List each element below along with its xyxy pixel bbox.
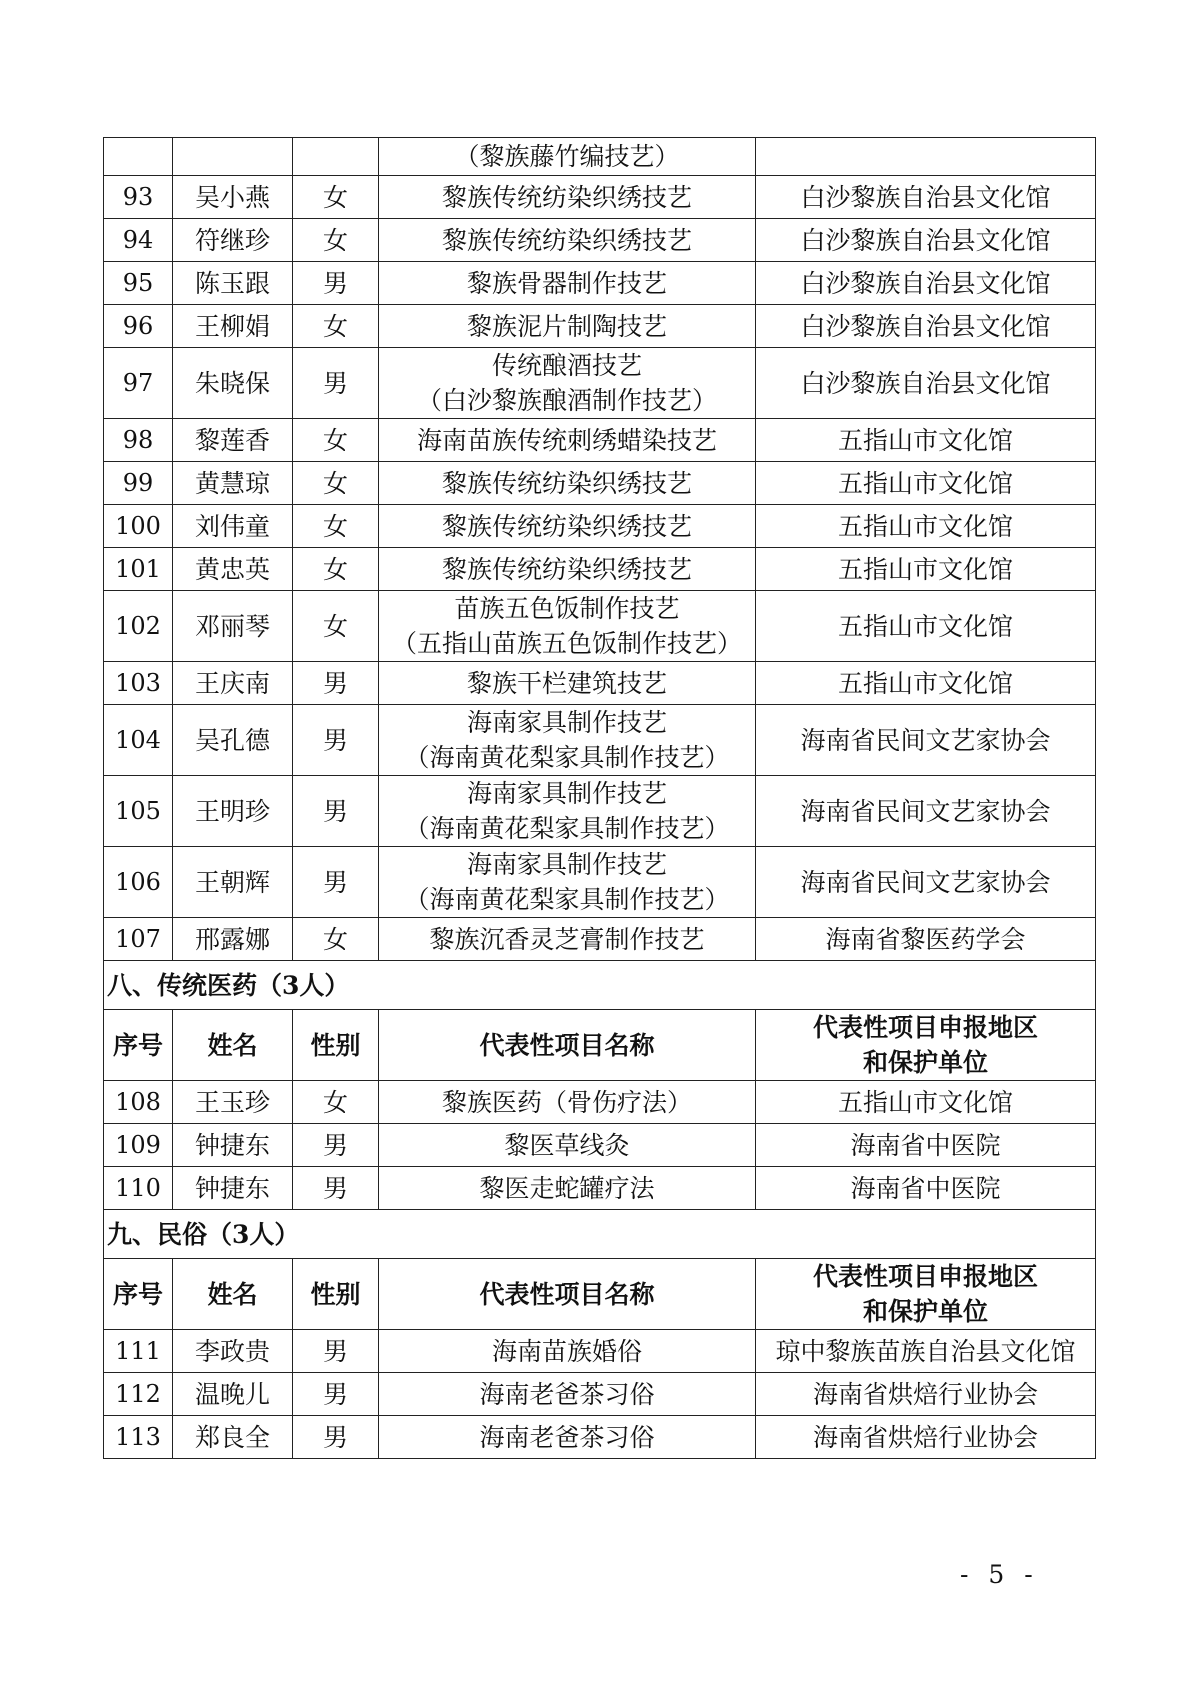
project-name-line: 黎族骨器制作技艺	[466, 268, 667, 298]
serial-number: 110	[104, 1167, 173, 1210]
protection-unit: 海南省民间文艺家协会	[756, 847, 1096, 918]
project-name	[379, 462, 756, 505]
table-row	[104, 662, 1096, 705]
project-name-line: 黎族传统纺染织绣技艺	[441, 468, 692, 498]
page-number: - 5 -	[960, 1560, 1039, 1589]
protection-unit: 五指山市文化馆	[756, 419, 1096, 462]
section-heading-traditional-medicine	[104, 961, 1096, 1010]
table-row	[104, 419, 1096, 462]
inheritor-name: 郑良全	[173, 1416, 293, 1459]
inheritor-name: 邢露娜	[173, 918, 293, 961]
header-unit	[756, 1010, 1096, 1081]
project-name	[379, 348, 756, 419]
project-name-line: 海南家具制作技艺	[466, 779, 667, 808]
inheritor-name: 王柳娟	[173, 305, 293, 348]
project-name	[379, 219, 756, 262]
header-serial: 序号	[104, 1259, 173, 1330]
protection-unit: 海南省中医院	[756, 1124, 1096, 1167]
inheritor-name: 符继珍	[173, 219, 293, 262]
gender: 男	[293, 1124, 379, 1167]
project-name	[379, 776, 756, 847]
protection-unit: 五指山市文化馆	[756, 662, 1096, 705]
protection-unit: 白沙黎族自治县文化馆	[756, 176, 1096, 219]
table-row	[104, 918, 1096, 961]
project-name: 海南老爸茶习俗	[379, 1416, 756, 1459]
project-name: （黎族藤竹编技艺）	[379, 138, 756, 176]
serial-number: 102	[104, 591, 173, 662]
project-name-line: 黎族干栏建筑技艺	[466, 668, 667, 698]
table-row	[104, 1416, 1096, 1459]
serial-number: 101	[104, 548, 173, 591]
project-name	[379, 505, 756, 548]
project-name-line: 黎族传统纺染织绣技艺	[441, 554, 692, 584]
table-row	[104, 705, 1096, 776]
protection-unit: 白沙黎族自治县文化馆	[756, 219, 1096, 262]
gender: 女	[293, 1081, 379, 1124]
project-name	[379, 918, 756, 961]
project-name-line: 海南家具制作技艺	[466, 850, 667, 879]
serial-number: 99	[104, 462, 173, 505]
table-header-row	[104, 1259, 1096, 1330]
inheritor-name: 刘伟童	[173, 505, 293, 548]
serial-number: 111	[104, 1330, 173, 1373]
protection-unit: 海南省黎医药学会	[756, 918, 1096, 961]
inheritor-name: 王朝辉	[173, 847, 293, 918]
inheritor-name: 王玉珍	[173, 1081, 293, 1124]
table-row	[104, 138, 1096, 176]
protection-unit: 海南省烘焙行业协会	[756, 1373, 1096, 1416]
table-row	[104, 847, 1096, 918]
project-name: 黎族医药（骨伤疗法）	[379, 1081, 756, 1124]
inheritor-name: 黎莲香	[173, 419, 293, 462]
project-name-line: （海南黄花梨家具制作技艺）	[404, 885, 730, 914]
protection-unit: 五指山市文化馆	[756, 1081, 1096, 1124]
gender: 男	[293, 1330, 379, 1373]
serial-number: 109	[104, 1124, 173, 1167]
project-name: 黎医走蛇罐疗法	[379, 1167, 756, 1210]
table-row	[104, 348, 1096, 419]
project-name-line: 传统酿酒技艺	[491, 351, 642, 380]
gender: 女	[293, 548, 379, 591]
serial-number: 105	[104, 776, 173, 847]
header-project: 代表性项目名称	[379, 1010, 756, 1081]
header-gender: 性别	[293, 1259, 379, 1330]
project-name: 海南苗族婚俗	[379, 1330, 756, 1373]
table-row	[104, 1124, 1096, 1167]
project-name	[379, 176, 756, 219]
project-name: 黎医草线灸	[379, 1124, 756, 1167]
project-name-line: 海南家具制作技艺	[466, 708, 667, 737]
inheritor-name: 钟捷东	[173, 1124, 293, 1167]
gender: 男	[293, 847, 379, 918]
project-name-line: （海南黄花梨家具制作技艺）	[404, 814, 730, 843]
inheritor-name: 王庆南	[173, 662, 293, 705]
gender: 女	[293, 918, 379, 961]
inheritor-name: 邓丽琴	[173, 591, 293, 662]
header-name: 姓名	[173, 1010, 293, 1081]
project-name	[379, 662, 756, 705]
serial-number: 100	[104, 505, 173, 548]
project-name	[379, 705, 756, 776]
protection-unit: 海南省民间文艺家协会	[756, 776, 1096, 847]
project-name	[379, 305, 756, 348]
gender: 女	[293, 219, 379, 262]
table-row	[104, 776, 1096, 847]
serial-number: 96	[104, 305, 173, 348]
project-name	[379, 548, 756, 591]
gender: 女	[293, 505, 379, 548]
protection-unit: 海南省烘焙行业协会	[756, 1416, 1096, 1459]
table-row	[104, 219, 1096, 262]
gender: 男	[293, 1167, 379, 1210]
gender: 男	[293, 662, 379, 705]
header-unit	[756, 1259, 1096, 1330]
table-row	[104, 1167, 1096, 1210]
table-row	[104, 505, 1096, 548]
section-heading-folk-custom	[104, 1210, 1096, 1259]
protection-unit: 琼中黎族苗族自治县文化馆	[756, 1330, 1096, 1373]
protection-unit: 五指山市文化馆	[756, 505, 1096, 548]
table-row	[104, 176, 1096, 219]
project-name	[379, 847, 756, 918]
protection-unit: 五指山市文化馆	[756, 462, 1096, 505]
serial-number: 107	[104, 918, 173, 961]
serial-number: 112	[104, 1373, 173, 1416]
serial-number: 113	[104, 1416, 173, 1459]
gender: 男	[293, 348, 379, 419]
section-title: 九、民俗（3人）	[104, 1210, 1096, 1259]
table-row	[104, 462, 1096, 505]
gender: 男	[293, 705, 379, 776]
table-row	[104, 1373, 1096, 1416]
inheritor-name: 吴小燕	[173, 176, 293, 219]
project-name	[379, 591, 756, 662]
gender: 女	[293, 591, 379, 662]
inheritor-name: 李政贵	[173, 1330, 293, 1373]
project-name-line: 黎族传统纺染织绣技艺	[441, 225, 692, 255]
project-name	[379, 262, 756, 305]
project-name-line: 海南苗族传统刺绣蜡染技艺	[416, 425, 717, 455]
header-name: 姓名	[173, 1259, 293, 1330]
serial-number: 108	[104, 1081, 173, 1124]
table-row	[104, 548, 1096, 591]
project-name-line: 黎族传统纺染织绣技艺	[441, 182, 692, 212]
header-gender: 性别	[293, 1010, 379, 1081]
gender: 男	[293, 262, 379, 305]
project-name-line: 苗族五色饭制作技艺	[454, 594, 680, 623]
serial-number: 95	[104, 262, 173, 305]
table-row	[104, 1081, 1096, 1124]
inheritor-name: 吴孔德	[173, 705, 293, 776]
gender: 男	[293, 776, 379, 847]
gender: 女	[293, 305, 379, 348]
gender: 女	[293, 176, 379, 219]
protection-unit: 海南省民间文艺家协会	[756, 705, 1096, 776]
project-name-line: （白沙黎族酿酒制作技艺）	[416, 386, 717, 415]
inheritor-name: 朱晓保	[173, 348, 293, 419]
inheritor-name: 黄忠英	[173, 548, 293, 591]
gender: 男	[293, 1416, 379, 1459]
header-unit-line: 代表性项目申报地区	[812, 1262, 1038, 1291]
protection-unit: 白沙黎族自治县文化馆	[756, 348, 1096, 419]
serial-number: 93	[104, 176, 173, 219]
header-serial: 序号	[104, 1010, 173, 1081]
project-name-line: （五指山苗族五色饭制作技艺）	[391, 629, 742, 658]
gender: 男	[293, 1373, 379, 1416]
protection-unit: 五指山市文化馆	[756, 591, 1096, 662]
serial-number: 103	[104, 662, 173, 705]
protection-unit: 海南省中医院	[756, 1167, 1096, 1210]
protection-unit: 白沙黎族自治县文化馆	[756, 305, 1096, 348]
inheritor-table	[103, 137, 1096, 1459]
serial-number: 106	[104, 847, 173, 918]
header-unit-line: 和保护单位	[862, 1297, 988, 1326]
inheritor-name: 温晚儿	[173, 1373, 293, 1416]
inheritor-name: 钟捷东	[173, 1167, 293, 1210]
serial-number: 104	[104, 705, 173, 776]
project-name	[379, 419, 756, 462]
header-project: 代表性项目名称	[379, 1259, 756, 1330]
section-title: 八、传统医药（3人）	[104, 961, 1096, 1010]
protection-unit: 五指山市文化馆	[756, 548, 1096, 591]
project-name-line: 黎族沉香灵芝膏制作技艺	[429, 924, 705, 954]
inheritor-name: 陈玉跟	[173, 262, 293, 305]
table-header-row	[104, 1010, 1096, 1081]
header-unit-line: 和保护单位	[862, 1048, 988, 1077]
inheritor-name: 王明珍	[173, 776, 293, 847]
project-name: 海南老爸茶习俗	[379, 1373, 756, 1416]
project-name-line: 黎族传统纺染织绣技艺	[441, 511, 692, 541]
serial-number: 94	[104, 219, 173, 262]
header-unit-line: 代表性项目申报地区	[812, 1013, 1038, 1042]
table-row	[104, 1330, 1096, 1373]
project-name-line: （海南黄花梨家具制作技艺）	[404, 743, 730, 772]
gender: 女	[293, 462, 379, 505]
table-row	[104, 262, 1096, 305]
protection-unit: 白沙黎族自治县文化馆	[756, 262, 1096, 305]
gender: 女	[293, 419, 379, 462]
table-row	[104, 591, 1096, 662]
project-name-line: 黎族泥片制陶技艺	[466, 311, 667, 341]
serial-number: 97	[104, 348, 173, 419]
serial-number: 98	[104, 419, 173, 462]
table-row	[104, 305, 1096, 348]
inheritor-name: 黄慧琼	[173, 462, 293, 505]
